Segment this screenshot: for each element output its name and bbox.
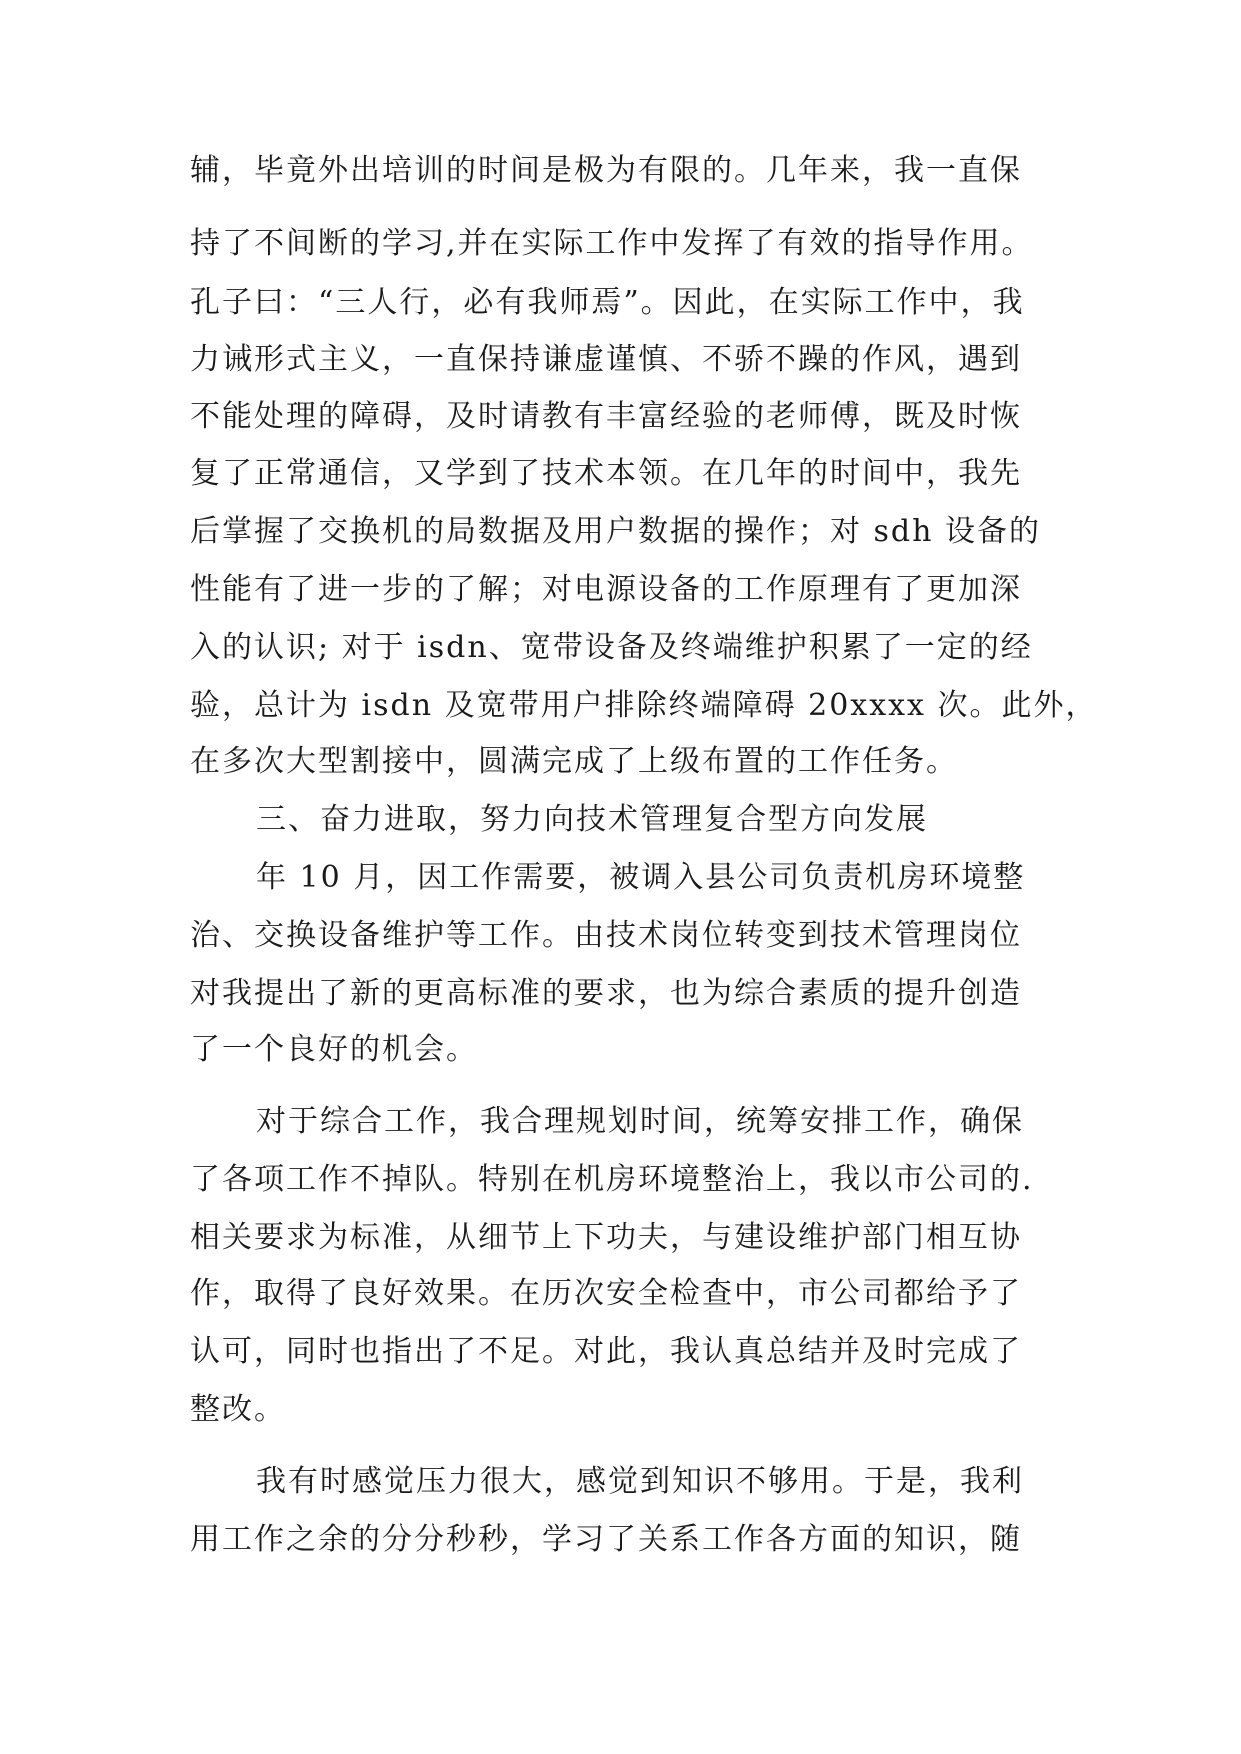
text-line: 用工作之余的分分秒秒，学习了关系工作各方面的知识，随 [190,1522,1022,1557]
text-line: 认可，同时也指出了不足。对此，我认真总结并及时完成了 [190,1334,1022,1369]
text-line: 辅，毕竟外出培训的时间是极为有限的。几年来，我一直保 [190,153,1022,188]
text-line: 相关要求为标准，从细节上下功夫，与建设维护部门相互协 [190,1220,1022,1255]
text-line: 后掌握了交换机的局数据及用户数据的操作；对 sdh 设备的 [190,514,1041,549]
text-line: 了各项工作不掉队。特别在机房环境整治上，我以市公司的. [190,1162,1034,1197]
text-line: 持了不间断的学习,并在实际工作中发挥了有效的指导作用。 [190,226,1034,261]
text-line: 入的认识; 对于 isdn、宽带设备及终端维护积累了一定的经 [190,630,1033,665]
text-line: 在多次大型割接中，圆满完成了上级布置的工作任务。 [190,744,958,779]
text-line: 不能处理的障碍，及时请教有丰富经验的老师傅，既及时恢 [190,399,1022,434]
text-line: 治、交换设备维护等工作。由技术岗位转变到技术管理岗位 [190,918,1022,953]
text-line: 我有时感觉压力很大，感觉到知识不够用。于是，我利 [256,1464,1024,1499]
text-line: 复了正常通信，又学到了技术本领。在几年的时间中，我先 [190,456,1022,491]
text-line: 性能有了进一步的了解；对电源设备的工作原理有了更加深 [190,572,1022,607]
text-line: 力诫形式主义，一直保持谦虚谨慎、不骄不躁的作风，遇到 [190,342,1022,377]
text-line: 孔子曰：“三人行，必有我师焉”。因此，在实际工作中，我 [190,285,1025,320]
section-heading: 三、奋力进取，努力向技术管理复合型方向发展 [256,802,928,837]
text-line: 整改。 [190,1392,286,1427]
text-line: 对我提出了新的更高标准的要求，也为综合素质的提升创造 [190,976,1022,1011]
text-line: 年 10 月，因工作需要，被调入县公司负责机房环境整 [256,860,1026,895]
text-line: 对于综合工作，我合理规划时间，统筹安排工作，确保 [256,1104,1024,1139]
text-line: 了一个良好的机会。 [190,1032,478,1067]
text-line: 作，取得了良好效果。在历次安全检查中，市公司都给予了 [190,1276,1022,1311]
text-line: 验，总计为 isdn 及宽带用户排除终端障碍 20xxxx 次。此外， [190,688,1098,723]
